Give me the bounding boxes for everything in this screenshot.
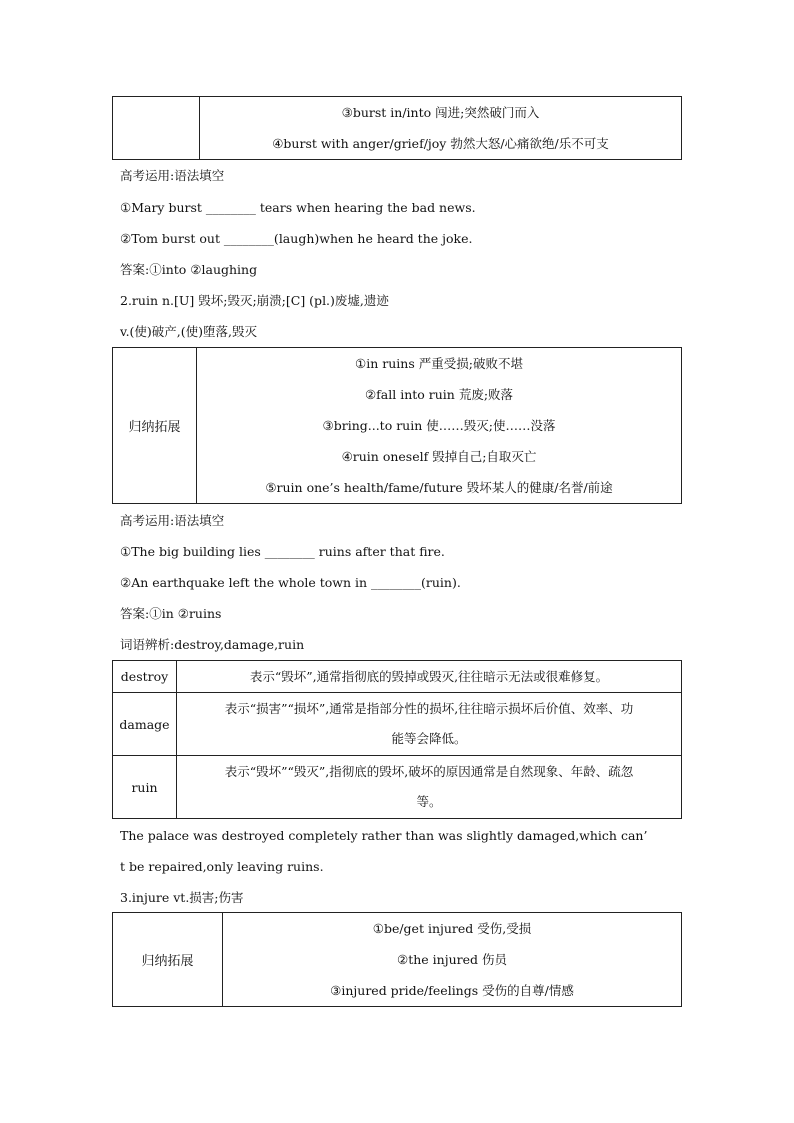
definition-line: 表示“毁坏”,通常指彻底的毁掉或毁灭,往往暗示无法或很难修复。	[249, 668, 609, 684]
injure-phrases-table	[112, 912, 682, 1007]
word-distinction-table	[112, 660, 682, 819]
definition-cell	[177, 756, 682, 819]
definition-line: 表示“损害”“损坏”,通常是指部分性的损坏,往往暗示损坏后价值、效率、功	[224, 701, 634, 716]
exercise-question: ②Tom burst out ________(laugh)when he heard the joke.	[120, 231, 473, 246]
exercise-question: ①Mary burst ________ tears when hearing the bad news.	[120, 200, 476, 215]
table-label: 归纳拓展	[113, 348, 197, 504]
definition-line: 表示“毁坏”“毁灭”,指彻底的毁坏,破坏的原因通常是自然现象、年龄、疏忽	[224, 764, 634, 779]
table-label: 归纳拓展	[113, 913, 223, 1007]
empty-label-cell	[113, 97, 200, 160]
example-sentence: t be repaired,only leaving ruins.	[120, 859, 324, 874]
section-heading: 高考运用:语法填空	[120, 168, 225, 183]
vocab-entry: 2.ruin n.[U] 毁坏;毁灭;崩溃;[C] (pl.)废墟,遗迹	[120, 293, 389, 308]
vocab-entry: 3.injure vt.损害;伤害	[120, 890, 244, 905]
burst-phrases-table	[112, 96, 682, 160]
ruin-phrases-table	[112, 347, 682, 504]
vocab-entry: v.(使)破产,(使)堕落,毁灭	[120, 324, 258, 339]
phrase-item: ③injured pride/feelings 受伤的自尊/情感	[330, 983, 574, 998]
word-cell: ruin	[113, 756, 177, 819]
phrases-cell	[200, 97, 682, 160]
definition-cell	[177, 661, 682, 693]
phrase-item: ①be/get injured 受伤,受损	[372, 921, 532, 936]
answer-line: 答案:①in ②ruins	[120, 606, 222, 621]
phrase-item: ③bring...to ruin 使……毁灭;使……没落	[322, 418, 556, 433]
phrase-item: ④ruin oneself 毁掉自己;自取灭亡	[341, 449, 537, 464]
answer-line: 答案:①into ②laughing	[120, 262, 258, 277]
phrase-item: ②fall into ruin 荒废;败落	[364, 387, 514, 402]
definition-cell	[177, 693, 682, 756]
phrases-cell	[197, 348, 682, 504]
definition-line: 能等会降低。	[391, 731, 467, 746]
section-heading: 词语辨析:destroy,damage,ruin	[120, 637, 305, 652]
exercise-question: ①The big building lies ________ ruins after that fire.	[120, 544, 445, 559]
phrase-item: ①in ruins 严重受损;破败不堪	[355, 356, 523, 371]
section-heading: 高考运用:语法填空	[120, 513, 225, 528]
phrases-cell	[223, 913, 682, 1007]
word-cell: damage	[113, 693, 177, 756]
example-sentence: The palace was destroyed completely rather than was slightly damaged,which can’	[120, 828, 648, 843]
word-cell: destroy	[113, 661, 177, 693]
phrase-item: ④burst with anger/grief/joy 勃然大怒/心痛欲绝/乐不可支	[272, 136, 609, 151]
phrase-item: ⑤ruin one’s health/fame/future 毁坏某人的健康/名誉/前途	[265, 480, 613, 495]
phrase-item: ③burst in/into 闯进;突然破门而入	[341, 105, 540, 120]
definition-line: 等。	[416, 794, 442, 809]
phrase-item: ②the injured 伤员	[397, 952, 507, 967]
exercise-question: ②An earthquake left the whole town in ________(ruin).	[120, 575, 461, 590]
